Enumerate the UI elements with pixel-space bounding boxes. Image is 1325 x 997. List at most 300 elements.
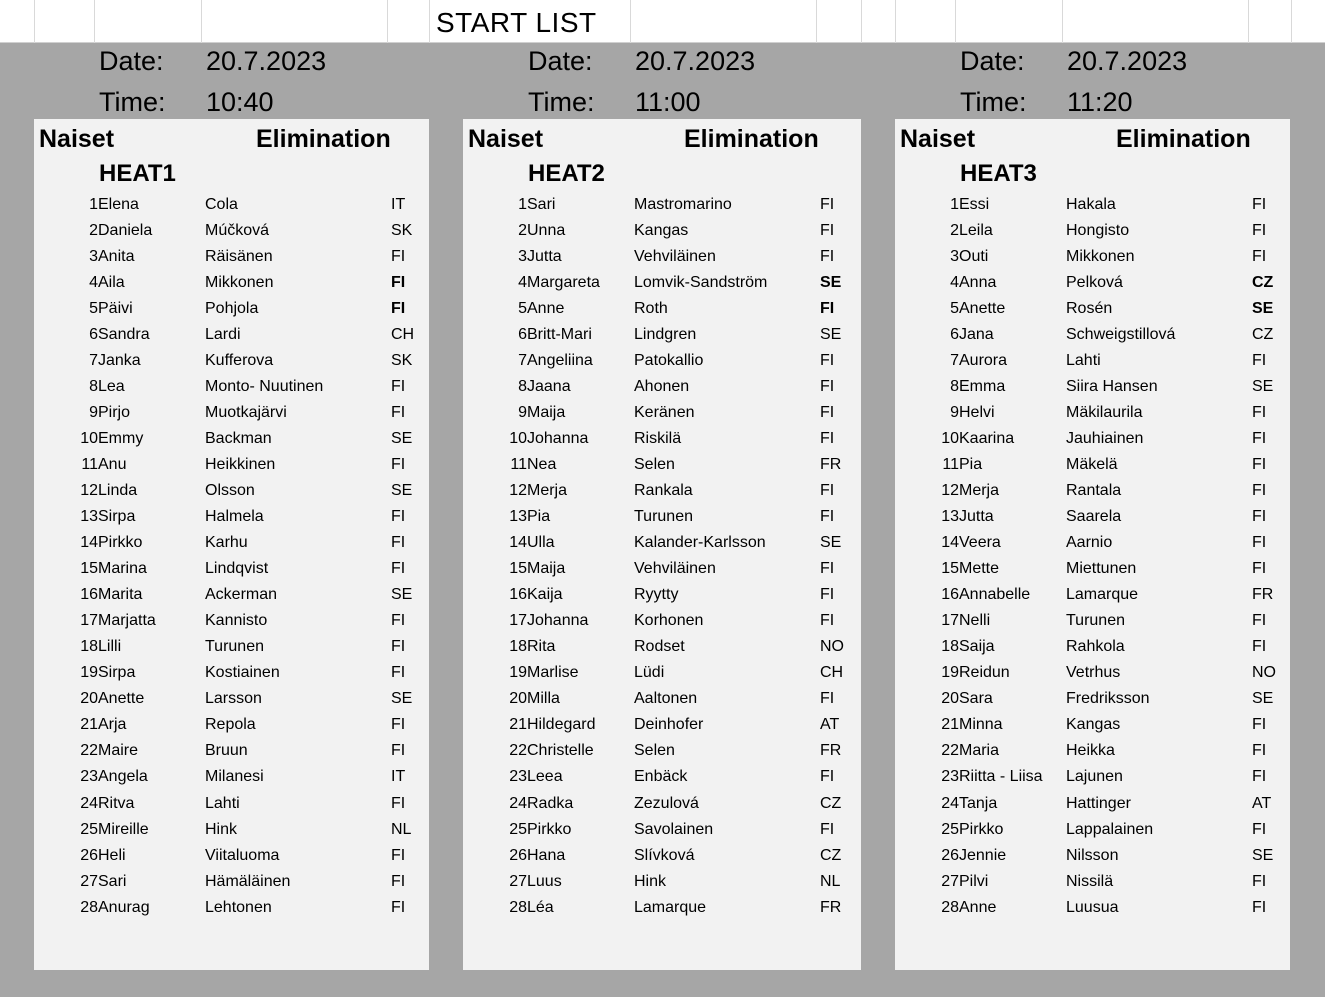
- list-item: [34, 767, 429, 793]
- last-name: Olsson: [205, 482, 255, 499]
- last-name: Heikkinen: [205, 456, 276, 473]
- heat-title: HEAT2: [528, 160, 605, 187]
- list-item: [895, 351, 1290, 377]
- start-number: 27: [80, 873, 98, 890]
- country-code: FI: [1252, 534, 1267, 551]
- list-item: [34, 273, 429, 299]
- country-code: SE: [820, 326, 842, 343]
- last-name: Schweigstillová: [1066, 326, 1176, 343]
- list-item: [463, 611, 861, 637]
- start-number: 16: [509, 586, 527, 603]
- list-item: [463, 637, 861, 663]
- first-name: Veera: [959, 534, 1001, 551]
- first-name: Nea: [527, 456, 557, 473]
- start-number: 21: [509, 716, 527, 733]
- last-name: Kangas: [634, 222, 689, 239]
- last-name: Hakala: [1066, 196, 1116, 213]
- start-number: 4: [950, 274, 959, 291]
- last-name: Kangas: [1066, 716, 1121, 733]
- last-name: Repola: [205, 716, 256, 733]
- first-name: Lea: [98, 378, 125, 395]
- list-item: [34, 820, 429, 846]
- list-item: [463, 403, 861, 429]
- country-code: FI: [820, 222, 835, 239]
- start-number: 1: [950, 196, 959, 213]
- start-number: 2: [950, 222, 959, 239]
- start-number: 10: [80, 430, 98, 447]
- start-number: 17: [509, 612, 527, 629]
- last-name: Aaltonen: [634, 690, 698, 707]
- country-code: FI: [391, 664, 406, 681]
- start-number: 25: [80, 821, 98, 838]
- list-item: [34, 481, 429, 507]
- start-number: 28: [80, 899, 98, 916]
- first-name: Sari: [527, 196, 556, 213]
- first-name: Christelle: [527, 742, 594, 759]
- last-name: Turunen: [1066, 612, 1125, 629]
- list-item: [34, 403, 429, 429]
- last-name: Kalander-Karlsson: [634, 534, 766, 551]
- first-name: Anne: [527, 300, 565, 317]
- start-number: 6: [89, 326, 98, 343]
- country-code: FI: [391, 795, 406, 812]
- list-item: [895, 221, 1290, 247]
- country-code: CZ: [820, 795, 842, 812]
- first-name: Maria: [959, 742, 1000, 759]
- start-number: 24: [509, 795, 527, 812]
- start-number: 27: [941, 873, 959, 890]
- country-code: FI: [1252, 638, 1267, 655]
- start-number: 14: [941, 534, 959, 551]
- last-name: Halmela: [205, 508, 264, 525]
- list-item: [895, 663, 1290, 689]
- last-name: Keränen: [634, 404, 695, 421]
- first-name: Maire: [98, 742, 139, 759]
- last-name: Backman: [205, 430, 272, 447]
- last-name: Nilsson: [1066, 847, 1119, 864]
- start-number: 9: [950, 404, 959, 421]
- list-item: [895, 611, 1290, 637]
- list-item: [463, 559, 861, 585]
- first-name: Marlise: [527, 664, 579, 681]
- first-name: Rita: [527, 638, 556, 655]
- first-name: Johanna: [527, 430, 589, 447]
- start-number: 25: [941, 821, 959, 838]
- country-code: FI: [391, 456, 406, 473]
- country-code: SE: [1252, 378, 1274, 395]
- last-name: Deinhofer: [634, 716, 704, 733]
- last-name: Mäkelä: [1066, 456, 1118, 473]
- first-name: Aila: [98, 274, 125, 291]
- first-name: Maija: [527, 560, 566, 577]
- country-code: SE: [820, 534, 842, 551]
- event-type-label: Elimination: [256, 125, 391, 153]
- first-name: Tanja: [959, 795, 998, 812]
- start-number: 18: [509, 638, 527, 655]
- start-number: 22: [80, 742, 98, 759]
- last-name: Patokallio: [634, 352, 704, 369]
- first-name: Arja: [98, 716, 127, 733]
- list-item: [34, 429, 429, 455]
- grid-line: [94, 0, 95, 43]
- country-code: IT: [391, 768, 406, 785]
- first-name: Jutta: [959, 508, 994, 525]
- heat-panel-1: [34, 119, 429, 970]
- date-label: Date:: [99, 46, 164, 76]
- last-name: Selen: [634, 456, 675, 473]
- last-name: Larsson: [205, 690, 262, 707]
- first-name: Merja: [959, 482, 1000, 499]
- last-name: Lüdi: [634, 664, 665, 681]
- page-title: START LIST: [436, 7, 597, 38]
- country-code: FI: [1252, 482, 1267, 499]
- start-number: 2: [518, 222, 527, 239]
- list-item: [463, 221, 861, 247]
- date-value: 20.7.2023: [206, 46, 327, 76]
- list-item: [895, 403, 1290, 429]
- first-name: Linda: [98, 482, 138, 499]
- start-number: 19: [80, 664, 98, 681]
- last-name: Hongisto: [1066, 222, 1130, 239]
- country-code: FI: [391, 847, 406, 864]
- last-name: Hämäläinen: [205, 873, 291, 890]
- last-name: Siira Hansen: [1066, 378, 1158, 395]
- grid-line: [1062, 0, 1063, 43]
- start-number: 11: [81, 456, 98, 473]
- country-code: FI: [1252, 508, 1267, 525]
- first-name: Outi: [959, 248, 989, 265]
- grid-line: [429, 0, 430, 43]
- first-name: Jutta: [527, 248, 562, 265]
- last-name: Viitaluoma: [205, 847, 280, 864]
- list-item: [463, 820, 861, 846]
- date-value: 20.7.2023: [1067, 46, 1188, 76]
- last-name: Bruun: [205, 742, 248, 759]
- list-item: [895, 689, 1290, 715]
- last-name: Aarnio: [1066, 534, 1113, 551]
- start-number: 23: [80, 768, 98, 785]
- country-code: FI: [391, 378, 406, 395]
- last-name: Roth: [634, 300, 668, 317]
- first-name: Radka: [527, 795, 574, 812]
- country-code: FI: [391, 560, 406, 577]
- list-item: [895, 767, 1290, 793]
- start-number: 19: [509, 664, 527, 681]
- first-name: Essi: [959, 196, 990, 213]
- start-number: 26: [80, 847, 98, 864]
- start-number: 26: [941, 847, 959, 864]
- list-item: [895, 507, 1290, 533]
- first-name: Hildegard: [527, 716, 596, 733]
- grid-line: [816, 0, 817, 43]
- list-item: [463, 195, 861, 221]
- last-name: Räisänen: [205, 248, 273, 265]
- first-name: Luus: [527, 873, 562, 890]
- first-name: Pirkko: [98, 534, 143, 551]
- last-name: Lomvik-Sandström: [634, 274, 768, 291]
- last-name: Rosén: [1066, 300, 1113, 317]
- country-code: NO: [820, 638, 844, 655]
- country-code: AT: [1252, 795, 1272, 812]
- first-name: Sirpa: [98, 664, 136, 681]
- list-item: [463, 351, 861, 377]
- country-code: FI: [391, 873, 406, 890]
- list-item: [34, 637, 429, 663]
- country-code: FI: [1252, 248, 1267, 265]
- list-item: [463, 481, 861, 507]
- last-name: Vetrhus: [1066, 664, 1121, 681]
- last-name: Rankala: [634, 482, 693, 499]
- list-item: [463, 715, 861, 741]
- first-name: Anne: [959, 899, 997, 916]
- list-item: [895, 481, 1290, 507]
- country-code: FI: [1252, 899, 1267, 916]
- last-name: Cola: [205, 196, 238, 213]
- last-name: Enbäck: [634, 768, 688, 785]
- start-number: 22: [941, 742, 959, 759]
- country-code: FI: [820, 196, 835, 213]
- first-name: Ritva: [98, 795, 135, 812]
- last-name: Rodset: [634, 638, 685, 655]
- start-number: 7: [89, 352, 98, 369]
- country-code: CH: [391, 326, 415, 343]
- list-item: [895, 247, 1290, 273]
- first-name: Pia: [527, 508, 551, 525]
- start-number: 19: [941, 664, 959, 681]
- last-name: Lindgren: [634, 326, 697, 343]
- first-name: Annabelle: [959, 586, 1031, 603]
- date-value: 20.7.2023: [635, 46, 756, 76]
- country-code: CZ: [820, 847, 842, 864]
- list-item: [34, 533, 429, 559]
- first-name: Kaarina: [959, 430, 1015, 447]
- country-code: SE: [1252, 847, 1274, 864]
- grid-line: [387, 0, 388, 43]
- start-number: 14: [80, 534, 98, 551]
- grid-line: [630, 0, 631, 43]
- grid-line: [955, 0, 956, 43]
- list-item: [463, 767, 861, 793]
- start-number: 18: [80, 638, 98, 655]
- list-item: [34, 559, 429, 585]
- first-name: Hana: [527, 847, 566, 864]
- time-value: 11:20: [1067, 87, 1133, 117]
- start-number: 15: [80, 560, 98, 577]
- start-number: 28: [509, 899, 527, 916]
- list-item: [34, 247, 429, 273]
- country-code: FI: [1252, 404, 1267, 421]
- last-name: Lamarque: [1066, 586, 1139, 603]
- list-item: [895, 195, 1290, 221]
- country-code: FI: [1252, 612, 1267, 629]
- start-number: 20: [941, 690, 959, 707]
- last-name: Ahonen: [634, 378, 690, 395]
- list-item: [463, 689, 861, 715]
- country-code: FI: [391, 899, 406, 916]
- first-name: Johanna: [527, 612, 589, 629]
- start-number: 4: [89, 274, 98, 291]
- last-name: Miettunen: [1066, 560, 1137, 577]
- country-code: IT: [391, 196, 406, 213]
- list-item: [895, 299, 1290, 325]
- last-name: Pohjola: [205, 300, 259, 317]
- start-number: 17: [941, 612, 959, 629]
- list-item: [34, 741, 429, 767]
- first-name: Mireille: [98, 821, 149, 838]
- country-code: FI: [1252, 196, 1267, 213]
- country-code: FI: [820, 404, 835, 421]
- start-number: 25: [509, 821, 527, 838]
- country-code: FR: [1252, 586, 1274, 603]
- start-number: 5: [950, 300, 959, 317]
- last-name: Lappalainen: [1066, 821, 1154, 838]
- country-code: SE: [391, 430, 413, 447]
- start-number: 5: [89, 300, 98, 317]
- list-item: [895, 585, 1290, 611]
- start-number: 10: [509, 430, 527, 447]
- last-name: Monto- Nuutinen: [205, 378, 324, 395]
- header-row: [0, 0, 1325, 43]
- start-number: 28: [941, 899, 959, 916]
- country-code: NL: [820, 873, 841, 890]
- start-number: 7: [518, 352, 527, 369]
- grid-line: [34, 0, 35, 43]
- start-number: 13: [509, 508, 527, 525]
- last-name: Luusua: [1066, 899, 1119, 916]
- start-number: 2: [89, 222, 98, 239]
- start-number: 7: [950, 352, 959, 369]
- category-label: Naiset: [39, 125, 115, 153]
- country-code: FI: [391, 638, 406, 655]
- list-item: [34, 299, 429, 325]
- last-name: Jauhiainen: [1066, 430, 1144, 447]
- country-code: SE: [820, 274, 842, 291]
- list-item: [463, 846, 861, 872]
- list-item: [463, 429, 861, 455]
- list-item: [34, 846, 429, 872]
- list-item: [895, 794, 1290, 820]
- start-number: 17: [80, 612, 98, 629]
- country-code: CH: [820, 664, 844, 681]
- start-number: 13: [941, 508, 959, 525]
- start-number: 14: [509, 534, 527, 551]
- country-code: FR: [820, 742, 842, 759]
- last-name: Turunen: [205, 638, 264, 655]
- country-code: FI: [820, 586, 835, 603]
- first-name: Anette: [959, 300, 1006, 317]
- start-number: 16: [80, 586, 98, 603]
- event-type-label: Elimination: [684, 125, 819, 153]
- start-number: 1: [518, 196, 527, 213]
- start-number: 6: [950, 326, 959, 343]
- first-name: Margareta: [527, 274, 600, 291]
- start-number: 5: [518, 300, 527, 317]
- country-code: FI: [391, 404, 406, 421]
- last-name: Lahti: [205, 795, 240, 812]
- list-item: [463, 507, 861, 533]
- category-label: Naiset: [468, 125, 544, 153]
- last-name: Hattinger: [1066, 795, 1131, 812]
- first-name: Heli: [98, 847, 126, 864]
- country-code: FI: [391, 248, 406, 265]
- first-name: Pirkko: [527, 821, 572, 838]
- start-number: 26: [509, 847, 527, 864]
- first-name: Pirjo: [98, 404, 131, 421]
- list-item: [34, 325, 429, 351]
- country-code: FI: [820, 821, 835, 838]
- last-name: Hink: [205, 821, 238, 838]
- first-name: Anurag: [98, 899, 150, 916]
- first-name: Helvi: [959, 404, 995, 421]
- last-name: Rantala: [1066, 482, 1122, 499]
- event-type-label: Elimination: [1116, 125, 1251, 153]
- list-item: [463, 299, 861, 325]
- country-code: FI: [820, 612, 835, 629]
- first-name: Léa: [527, 899, 554, 916]
- last-name: Lahti: [1066, 352, 1101, 369]
- list-item: [463, 585, 861, 611]
- country-code: FI: [1252, 456, 1267, 473]
- first-name: Mette: [959, 560, 1000, 577]
- last-name: Milanesi: [205, 768, 264, 785]
- list-item: [463, 247, 861, 273]
- country-code: NO: [1252, 664, 1276, 681]
- last-name: Mastromarino: [634, 196, 732, 213]
- start-number: 21: [941, 716, 959, 733]
- list-item: [895, 533, 1290, 559]
- list-item: [895, 377, 1290, 403]
- start-number: 15: [509, 560, 527, 577]
- country-code: SE: [391, 482, 413, 499]
- list-item: [34, 377, 429, 403]
- start-number: 24: [941, 795, 959, 812]
- list-item: [34, 585, 429, 611]
- heat-panel-3: [895, 119, 1290, 970]
- first-name: Jaana: [527, 378, 571, 395]
- start-number: 18: [941, 638, 959, 655]
- first-name: Maija: [527, 404, 566, 421]
- list-item: [895, 846, 1290, 872]
- start-number: 12: [509, 482, 527, 499]
- start-number: 3: [950, 248, 959, 265]
- start-number: 9: [518, 404, 527, 421]
- first-name: Kaija: [527, 586, 563, 603]
- time-value: 10:40: [206, 87, 274, 117]
- last-name: Saarela: [1066, 508, 1122, 525]
- list-item: [34, 715, 429, 741]
- list-item: [463, 794, 861, 820]
- first-name: Unna: [527, 222, 566, 239]
- last-name: Rahkola: [1066, 638, 1125, 655]
- start-number: 3: [518, 248, 527, 265]
- last-name: Ryytty: [634, 586, 679, 603]
- country-code: FI: [820, 690, 835, 707]
- first-name: Britt-Mari: [527, 326, 592, 343]
- first-name: Pirkko: [959, 821, 1004, 838]
- start-number: 8: [89, 378, 98, 395]
- country-code: FI: [391, 612, 406, 629]
- category-label: Naiset: [900, 125, 976, 153]
- start-number: 8: [518, 378, 527, 395]
- grid-line: [861, 0, 862, 43]
- start-number: 10: [941, 430, 959, 447]
- first-name: Nelli: [959, 612, 991, 629]
- list-item: [34, 689, 429, 715]
- time-label: Time:: [99, 87, 166, 117]
- last-name: Mikkonen: [205, 274, 274, 291]
- last-name: Lardi: [205, 326, 241, 343]
- list-item: [895, 325, 1290, 351]
